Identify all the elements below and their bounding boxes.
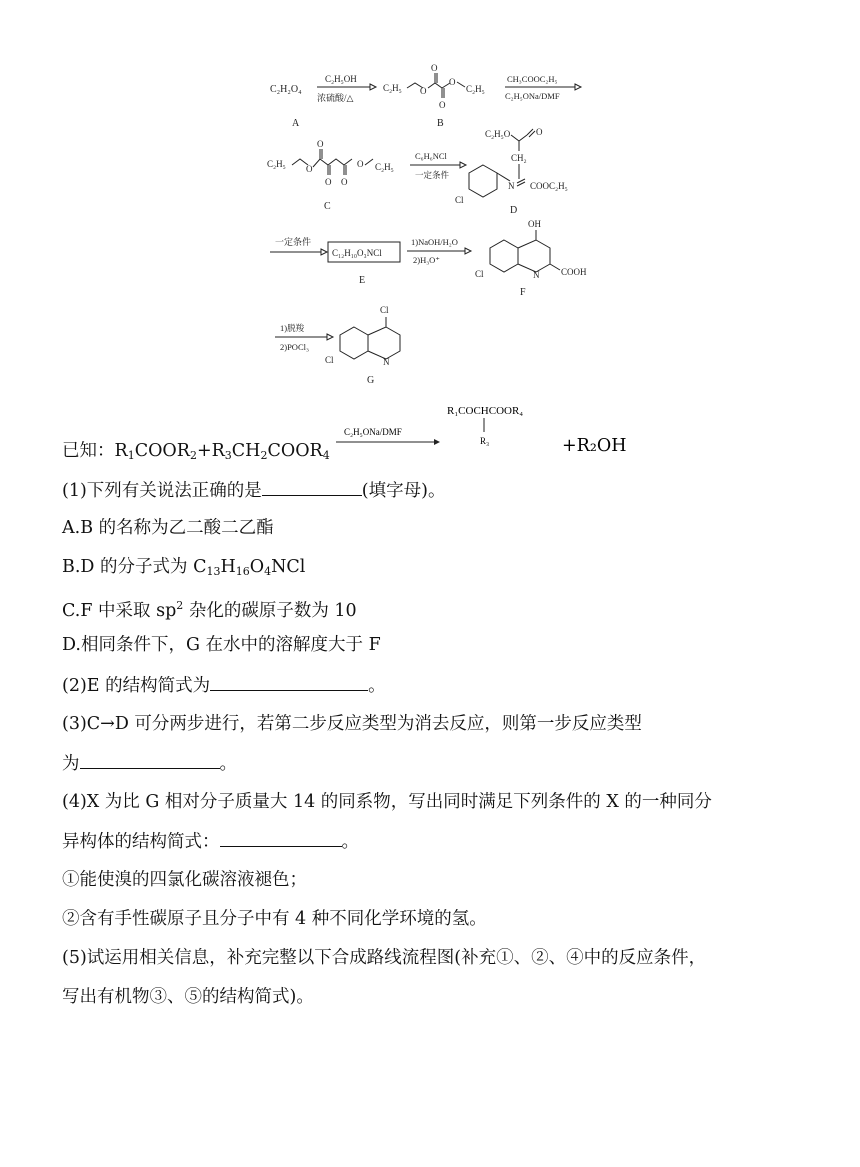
F-carboxyl: COOH — [561, 267, 587, 277]
arrow-F-G-reagent: 1)脱羧 — [280, 323, 305, 333]
svg-text:C₂H₅ONa/DMF: C₂H₅ONa/DMF — [344, 427, 402, 437]
question-2: (2)E 的结构简式为 。 — [62, 676, 386, 696]
option-B: B.D 的分子式为 $C_{13}H_{16}O_4NCl$ — [62, 557, 306, 578]
svg-text:O: O — [431, 63, 438, 73]
G-nitrogen: N — [383, 357, 390, 367]
D-chlorine: Cl — [455, 195, 464, 205]
D-ethoxy: C₂H₅O — [485, 129, 511, 139]
synthesis-scheme — [255, 55, 605, 395]
label-A: A — [292, 118, 300, 129]
start-material-formula: C₂H₂O₄ — [270, 84, 302, 95]
arrow-E-F-condition: 2)H₃O⁺ — [413, 255, 440, 265]
arrow-E-F-reagent: 1)NaOH/H₂O — [411, 237, 458, 247]
F-nitrogen: N — [533, 270, 540, 280]
label-E: E — [359, 275, 366, 286]
F-chlorine: Cl — [475, 269, 484, 279]
svg-text:O: O — [536, 127, 543, 137]
question-1: (1)下列有关说法正确的是 (填字母)。 — [62, 481, 446, 501]
svg-text:O: O — [341, 177, 348, 187]
arrow-D-E-condition: 一定条件 — [275, 237, 312, 247]
label-C: C — [324, 201, 331, 212]
option-C: C.F 中采取 $sp^2$ 杂化的碳原子数为 10 — [62, 599, 357, 621]
svg-text:O: O — [449, 77, 456, 87]
condition-1: ①能使溴的四氯化碳溶液褪色； — [62, 870, 307, 890]
known-line: 已知：$R_1COOR_2+R_3CH_2COOR_4$ — [62, 441, 330, 462]
label-G: G — [367, 375, 375, 386]
D-nitrogen: N — [508, 181, 515, 191]
arrow1-reagent: C₂H₅OH — [325, 74, 357, 84]
option-A: A.B 的名称为乙二酸二乙酯 — [62, 518, 274, 538]
question-3-line2: 为 。 — [62, 754, 237, 774]
known-reaction — [62, 390, 782, 470]
svg-text:R₃: R₃ — [480, 436, 490, 446]
known-arrow-and-product — [334, 390, 774, 465]
answer-blank-1[interactable] — [262, 479, 362, 496]
label-B: B — [437, 118, 444, 129]
question-4-line1: (4)X 为比 G 相对分子质量大 14 的同系物，写出同时满足下列条件的 X 的一种同分 — [62, 792, 712, 812]
arrow2-condition: C₂H₅ONa/DMF — [505, 91, 560, 101]
arrow1-condition: 浓硫酸/△ — [317, 93, 354, 103]
answer-blank-2[interactable] — [210, 674, 368, 691]
known-product: R₁COCHCOOR₄ — [447, 405, 524, 417]
question-3-line1: (3)C→D 可分两步进行，若第二步反应类型为消去反应，则第一步反应类型 — [62, 714, 642, 734]
B-ethyl-left: C₂H₅ — [383, 83, 402, 93]
arrow2-reagent: CH₃COOC₂H₅ — [507, 74, 558, 84]
G-chlorine-top: Cl — [380, 305, 389, 315]
known-byproduct: +R₂OH — [562, 436, 627, 456]
D-ester: COOC₂H₅ — [530, 181, 568, 191]
svg-text:O: O — [325, 177, 332, 187]
arrow-F-G-condition: 2)POCl₃ — [280, 342, 309, 352]
answer-blank-4[interactable] — [220, 830, 342, 847]
label-F: F — [520, 287, 526, 298]
question-5-line1: (5)试运用相关信息，补充完整以下合成路线流程图(补充①、②、④中的反应条件， — [62, 948, 707, 968]
svg-text:O: O — [306, 164, 313, 174]
svg-text:O: O — [317, 139, 324, 149]
arrow-C-D-reagent: C₆H₆NCl — [415, 151, 447, 161]
B-ethyl-right: C₂H₅ — [466, 84, 485, 94]
F-hydroxyl: OH — [528, 219, 541, 229]
label-D: D — [510, 205, 518, 216]
answer-blank-3[interactable] — [80, 752, 220, 769]
arrow-C-D-condition: 一定条件 — [415, 170, 450, 180]
svg-text:O: O — [420, 86, 427, 96]
C-ethyl-left: C₂H₅ — [267, 159, 286, 169]
D-ch2: CH₂ — [511, 153, 527, 163]
E-formula: C₁₂H₁₀O₃NCl — [332, 248, 382, 258]
G-chlorine: Cl — [325, 355, 334, 365]
svg-text:O: O — [357, 159, 364, 169]
question-4-line2: 异构体的结构简式： 。 — [62, 832, 359, 852]
svg-text:O: O — [439, 100, 446, 110]
option-D: D.相同条件下，G 在水中的溶解度大于 F — [62, 635, 381, 655]
C-ethyl-right: C₂H₅ — [375, 162, 394, 172]
condition-2: ②含有手性碳原子且分子中有 4 种不同化学环境的氢。 — [62, 909, 487, 929]
question-5-line2: 写出有机物③、⑤的结构简式)。 — [62, 987, 314, 1007]
